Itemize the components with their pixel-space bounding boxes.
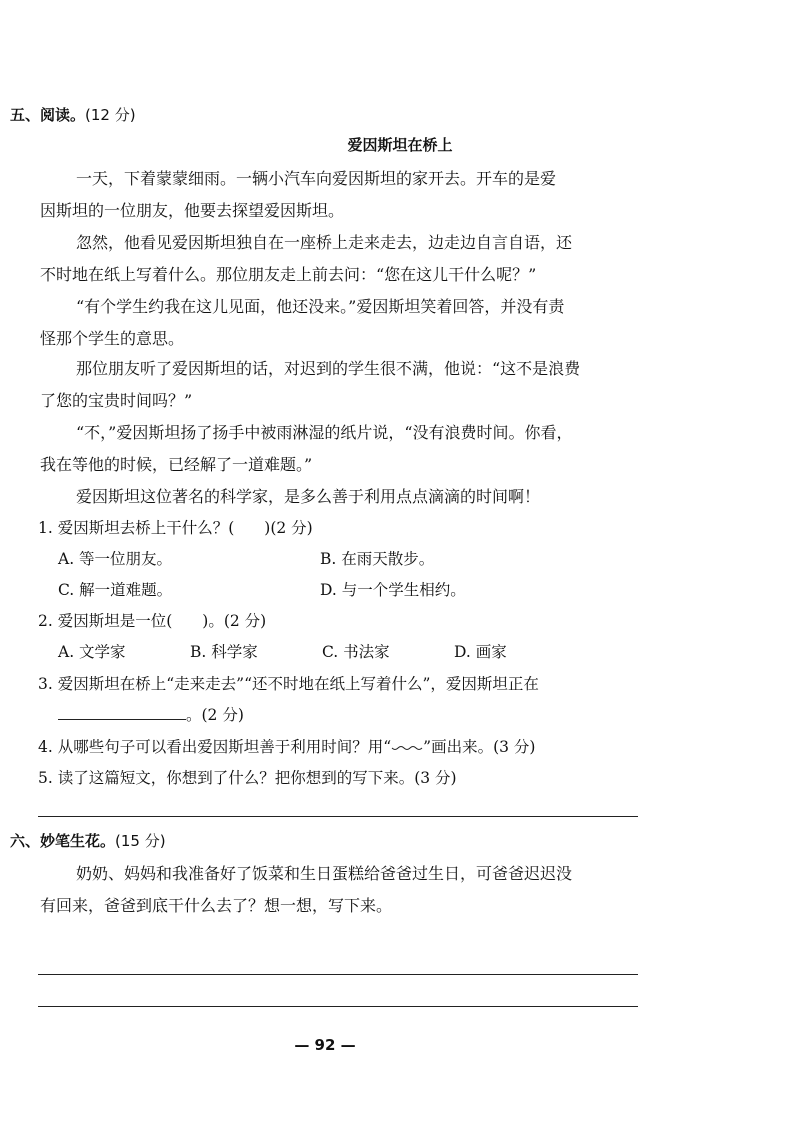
section-5-points: (12 分)	[85, 106, 136, 124]
wavy-underline-icon	[391, 742, 423, 752]
passage-line: 一天，下着蒙蒙细雨。一辆小汽车向爱因斯坦的家开去。开车的是爱	[76, 169, 557, 188]
answer-blank-3[interactable]	[58, 703, 186, 720]
question-4-text: 4. 从哪些句子可以看出爱因斯坦善于利用时间？用“	[38, 738, 392, 756]
passage-line: 爱因斯坦这位著名的科学家，是多么善于利用点点滴滴的时间啊！	[76, 487, 541, 506]
question-1-text: 1. 爱因斯坦去桥上干什么？(	[38, 519, 235, 537]
question-1-points: )(2 分)	[264, 519, 313, 537]
question-2-text: 2. 爱因斯坦是一位(	[38, 612, 173, 630]
question-3: 3. 爱因斯坦在桥上“走来走去”“还不时地在纸上写着什么”，爱因斯坦正在	[38, 675, 539, 693]
question-3-points: 。(2 分)	[186, 706, 244, 724]
writing-line-2[interactable]	[38, 1006, 638, 1007]
question-1	[38, 516, 313, 538]
option-1b: B. 在雨天散步。	[320, 550, 435, 568]
passage-line: 怪那个学生的意思。	[40, 329, 185, 348]
option-2d: D. 画家	[454, 643, 507, 661]
question-3-answer-line	[58, 703, 244, 725]
answer-line-5[interactable]	[38, 816, 638, 817]
passage-line: “不，”爱因斯坦扬了扬手中被雨淋湿的纸片说，“没有浪费时间。你看，	[76, 423, 573, 442]
section-6-title: 六、妙笔生花。	[10, 832, 116, 850]
passage-line: 不时地在纸上写着什么。那位朋友走上前去问：“您在这儿干什么呢？”	[40, 265, 537, 284]
passage-line: 因斯坦的一位朋友，他要去探望爱因斯坦。	[40, 201, 345, 220]
option-2a: A. 文学家	[58, 643, 126, 661]
section-5-heading	[10, 104, 136, 125]
section-6-heading	[10, 830, 166, 851]
writing-line-1[interactable]	[38, 974, 638, 975]
passage-title: 爱因斯坦在桥上	[347, 136, 453, 154]
option-2c: C. 书法家	[322, 643, 390, 661]
question-5: 5. 读了这篇短文，你想到了什么？把你想到的写下来。(3 分)	[38, 769, 457, 787]
section-5-title: 五、阅读。	[10, 106, 86, 124]
writing-prompt-line: 奶奶、妈妈和我准备好了饭菜和生日蛋糕给爸爸过生日，可爸爸迟迟没	[76, 864, 573, 883]
option-2b: B. 科学家	[190, 643, 258, 661]
option-1a: A. 等一位朋友。	[58, 550, 173, 568]
passage-line: 忽然，他看见爱因斯坦独自在一座桥上走来走去，边走边自言自语，还	[76, 233, 573, 252]
section-6-points: (15 分)	[115, 832, 166, 850]
question-2	[38, 609, 266, 631]
question-4	[38, 735, 535, 757]
question-4-points: ”画出来。(3 分)	[423, 738, 536, 756]
passage-line: 了您的宝贵时间吗？”	[40, 391, 193, 410]
passage-line: “有个学生约我在这儿见面，他还没来。”爱因斯坦笑着回答，并没有责	[76, 297, 565, 316]
page-number: — 92 —	[294, 1036, 356, 1054]
passage-line: 那位朋友听了爱因斯坦的话，对迟到的学生很不满，他说：“这不是浪费	[76, 359, 581, 378]
passage-line: 我在等他的时候，已经解了一道难题。”	[40, 455, 313, 474]
writing-prompt-line: 有回来，爸爸到底干什么去了？想一想，写下来。	[40, 896, 393, 915]
option-1d: D. 与一个学生相约。	[320, 581, 466, 599]
question-2-points: )。(2 分)	[202, 612, 267, 630]
option-1c: C. 解一道难题。	[58, 581, 173, 599]
